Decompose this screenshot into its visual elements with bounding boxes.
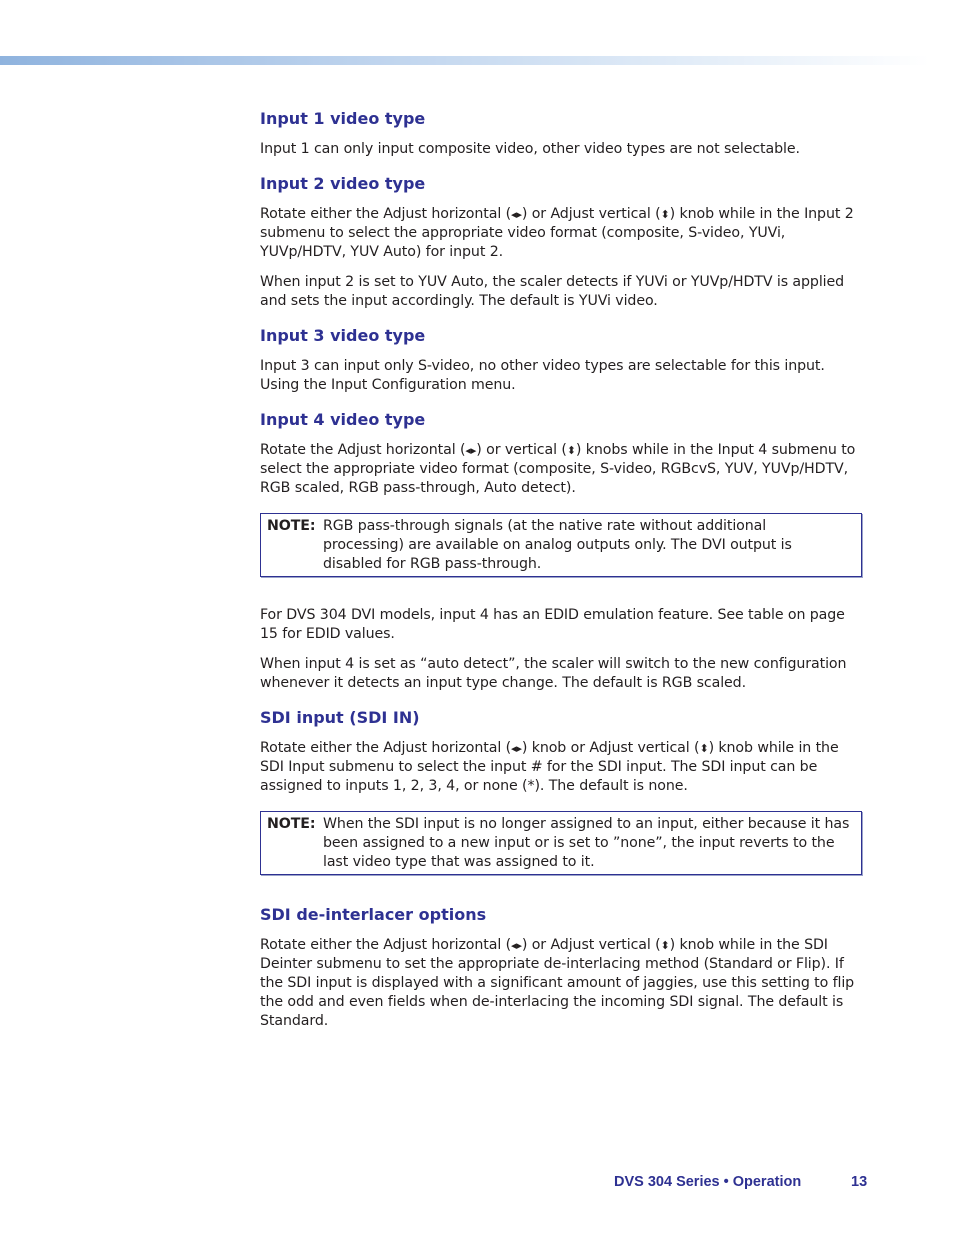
vertical-knob-icon: ⬍ [660,208,670,221]
paragraph: When input 2 is set to YUV Auto, the scaler detects if YUVi or YUVp/HDTV is applied and sets the input accordingly. The default is YUVi video. [260,274,845,309]
paragraph: When input 4 is set as “auto detect”, the scaler will switch to the new configuration whenever it detects an input type change. The default is RGB scaled. [260,656,847,691]
paragraph: Rotate either the Adjust horizontal (◂▸) knob or Adjust vertical (⬍) knob while in the SDI Input submenu to select the input # for the SDI input. The SDI input can be assigned to inputs 1, 2, 3, 4, or none (*). The default is none. [260,740,839,794]
paragraph: Input 3 can input only S-video, no other video types are selectable for this input. Using the Input Configuration menu. [260,358,825,393]
note-text: RGB pass-through signals (at the native rate without additional processing) are available on analog outputs only. The DVI output is disabled for RGB pass-through. [323,518,792,572]
paragraph: For DVS 304 DVI models, input 4 has an EDID emulation feature. See table on page 15 for EDID values. [260,607,845,642]
note-text: When the SDI input is no longer assigned to an input, either because it has been assigned to a new input or is set to ”none”, the input reverts to the last video type that was assigned to it. [323,816,850,870]
vertical-knob-icon: ⬍ [699,742,709,755]
heading-sdi-deinterlacer: SDI de-interlacer options [260,905,487,924]
horizontal-knob-icon: ◂▸ [465,444,477,457]
paragraph: Input 1 can only input composite video, other video types are not selectable. [260,141,800,157]
horizontal-knob-icon: ◂▸ [511,742,522,755]
section-sdi-deinterlacer [260,904,862,1031]
section-sdi-input [260,707,862,875]
vertical-knob-icon: ⬍ [660,939,670,952]
horizontal-knob-icon: ◂▸ [511,208,522,221]
page-content [260,108,862,1045]
horizontal-knob-icon: ◂▸ [511,939,522,952]
heading-input-1: Input 1 video type [260,109,426,128]
page-number: 13 [851,1174,868,1190]
note-label: NOTE: [267,816,316,832]
heading-input-3: Input 3 video type [260,326,426,345]
note-box-rgb-pass-through [260,513,862,577]
header-gradient-bar [0,56,930,65]
footer-title: DVS 304 Series • Operation [614,1174,802,1190]
section-input-4 [260,409,862,693]
heading-input-4: Input 4 video type [260,410,426,429]
heading-input-2: Input 2 video type [260,174,426,193]
section-input-2 [260,173,862,311]
section-input-1 [260,108,862,159]
vertical-knob-icon: ⬍ [566,444,576,457]
section-input-3 [260,325,862,395]
paragraph: Rotate either the Adjust horizontal (◂▸) or Adjust vertical (⬍) knob while in the SDI Deinter submenu to set the appropriate de-interlacing method (Standard or Flip). If the SDI input is displayed with a significant amount of jaggies, use this setting to flip the odd and even fields when de-interlacing the incoming SDI signal. The default is Standard. [260,937,855,1029]
paragraph: Rotate either the Adjust horizontal (◂▸) or Adjust vertical (⬍) knob while in the Input 2 submenu to select the appropriate video format (composite, S-video, YUVi, YUVp/HDTV, YUV Auto) for input 2. [260,206,854,260]
note-label: NOTE: [267,518,316,534]
paragraph: Rotate the Adjust horizontal (◂▸) or vertical (⬍) knobs while in the Input 4 submenu to select the appropriate video format (composite, S-video, RGBcvS, YUV, YUVp/HDTV, RGB scaled, RGB pass-through, Auto detect). [260,442,856,496]
note-box-sdi-input [260,811,862,875]
heading-sdi-input: SDI input (SDI IN) [260,708,420,727]
page-footer [614,1174,874,1190]
